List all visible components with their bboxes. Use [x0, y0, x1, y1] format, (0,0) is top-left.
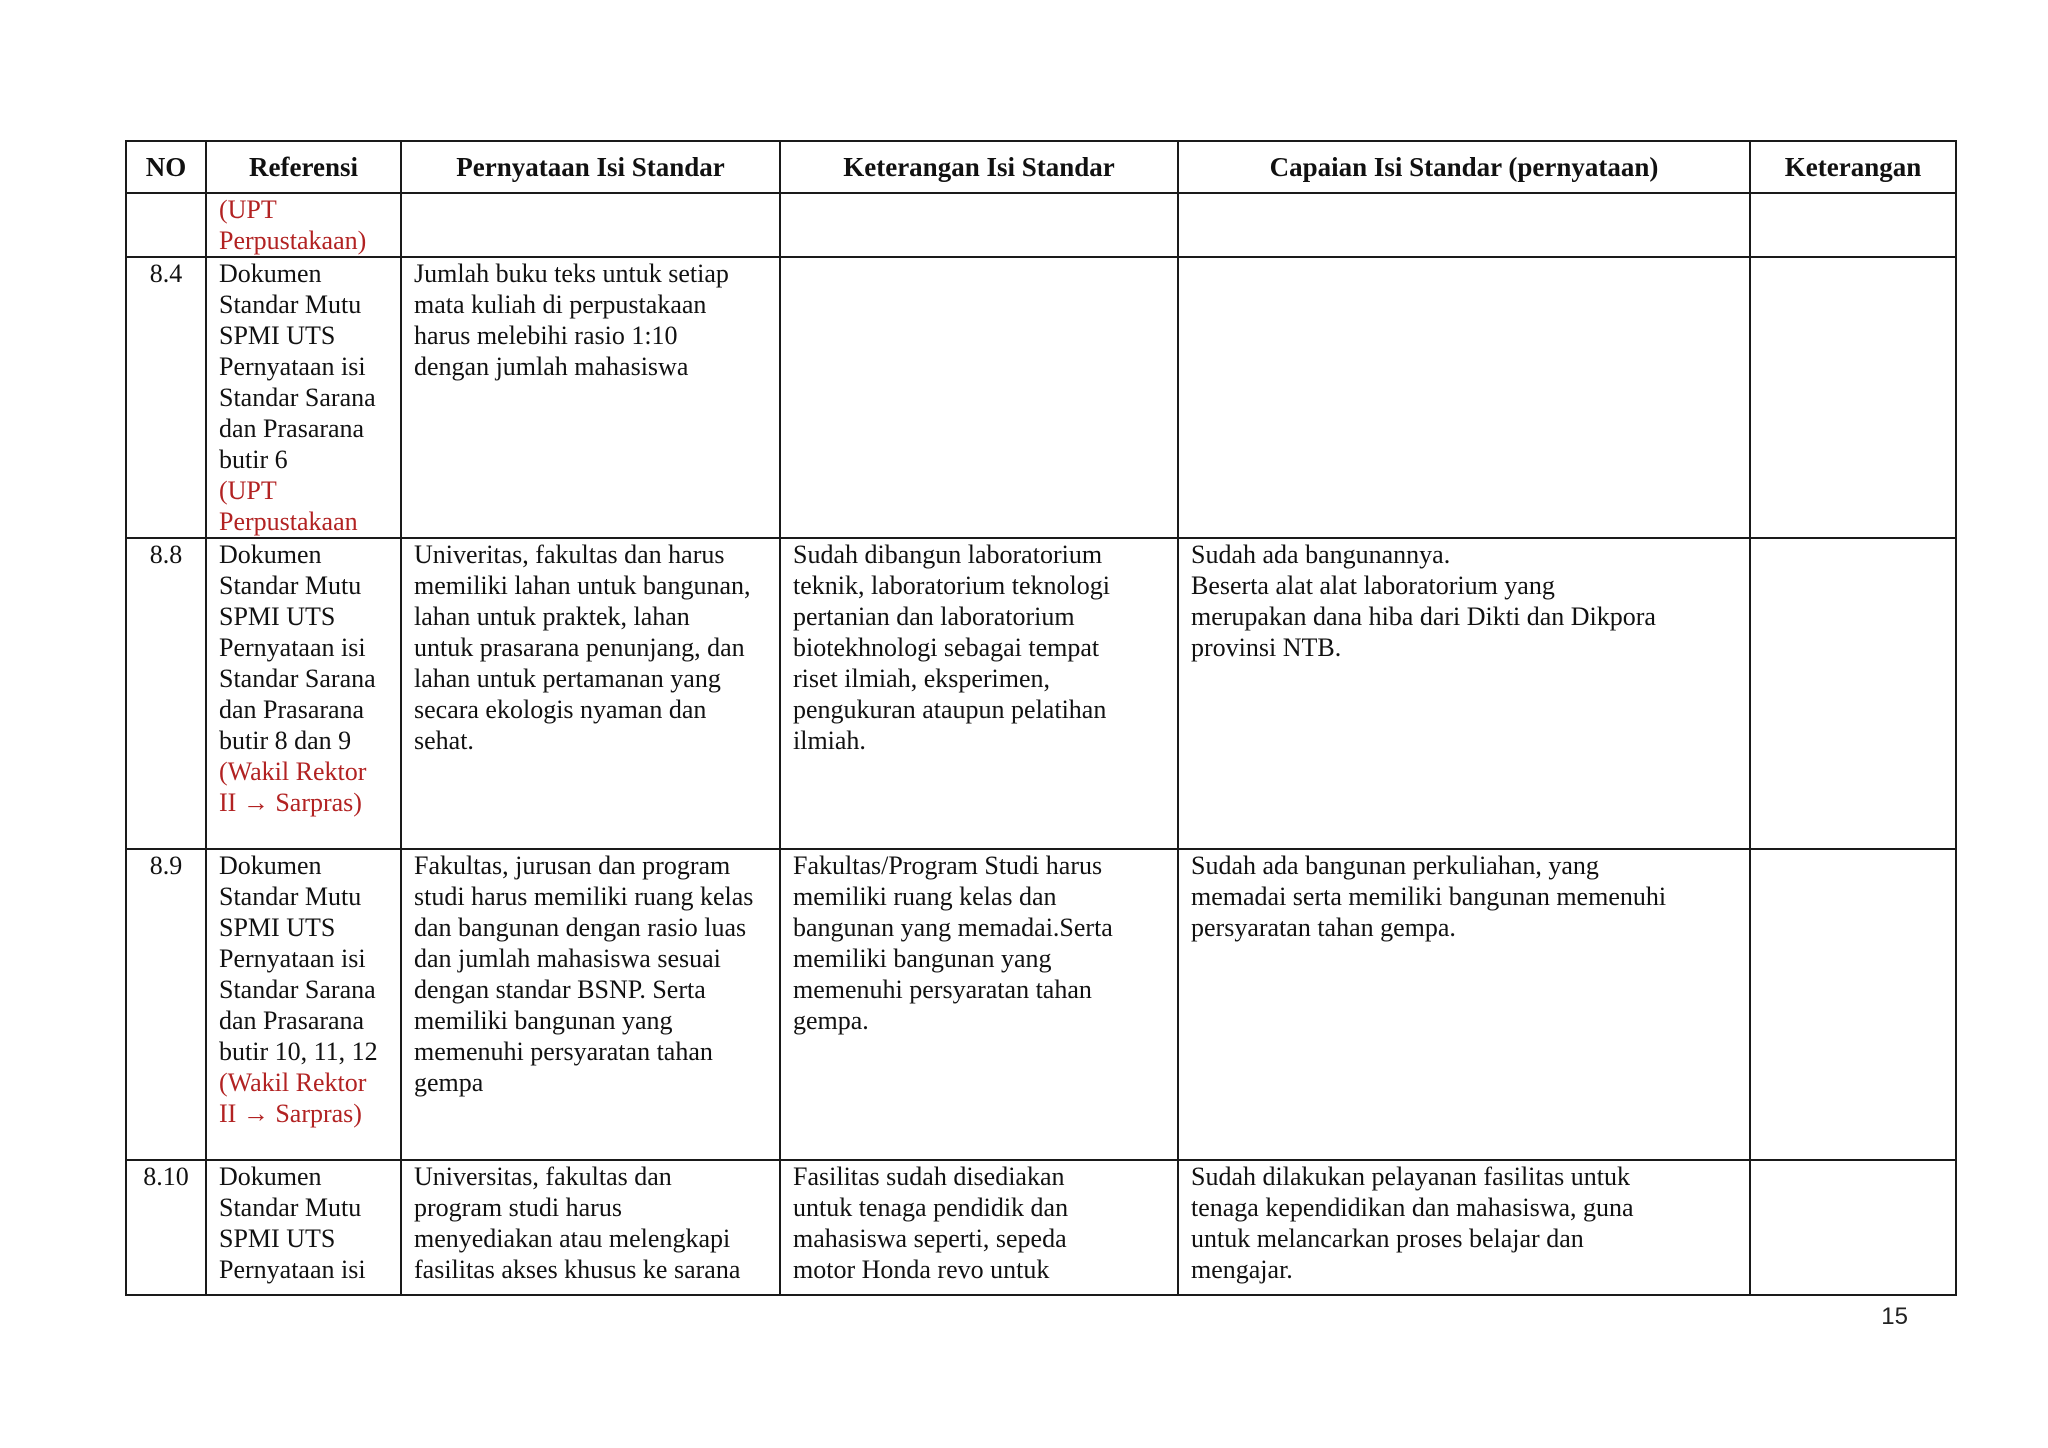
ref-text: Dokumen Standar Mutu SPMI UTS Pernyataan isi Standar Sarana dan Prasarana butir 10, 11, 12	[219, 851, 378, 1066]
cell-keterangan-isi	[780, 257, 1178, 538]
ref-text: Dokumen Standar Mutu SPMI UTS Pernyataan isi Standar Sarana dan Prasarana butir 8 dan 9	[219, 540, 376, 755]
cell-capaian	[1178, 193, 1750, 257]
ref-unit: (Wakil Rektor II → Sarpras)	[219, 757, 367, 817]
table-row	[126, 849, 1956, 1160]
cell-keterangan-isi: Fakultas/Program Studi harus memiliki ruang kelas dan bangunan yang memadai.Serta memiliki bangunan yang memenuhi persyaratan tahan gempa.	[780, 849, 1178, 1160]
cell-keterangan-isi: Sudah dibangun laboratorium teknik, laboratorium teknologi pertanian dan laboratorium biotekhnologi sebagai tempat riset ilmiah, eksperimen, pengukuran ataupun pelatihan ilmiah.	[780, 538, 1178, 849]
ref-text: Dokumen Standar Mutu SPMI UTS Pernyataan isi Standar Sarana dan Prasarana butir 6	[219, 259, 376, 474]
table-row	[126, 1160, 1956, 1295]
cell-keterangan	[1750, 1160, 1956, 1295]
cell-referensi	[206, 849, 401, 1160]
header-pernyataan: Pernyataan Isi Standar	[401, 141, 780, 193]
table-row	[126, 538, 1956, 849]
cell-pernyataan: Jumlah buku teks untuk setiap mata kuliah di perpustakaan harus melebihi rasio 1:10 dengan jumlah mahasiswa	[401, 257, 780, 538]
cell-pernyataan	[401, 193, 780, 257]
cell-keterangan-isi	[780, 193, 1178, 257]
cell-referensi	[206, 257, 401, 538]
cell-no	[126, 193, 206, 257]
header-no: NO	[126, 141, 206, 193]
cell-keterangan	[1750, 257, 1956, 538]
cell-no: 8.8	[126, 538, 206, 849]
cell-pernyataan: Fakultas, jurusan dan program studi harus memiliki ruang kelas dan bangunan dengan rasio luas dan jumlah mahasiswa sesuai dengan standar BSNP. Serta memiliki bangunan yang memenuhi persyaratan tahan gempa	[401, 849, 780, 1160]
header-keterangan: Keterangan	[1750, 141, 1956, 193]
cell-no: 8.9	[126, 849, 206, 1160]
table-row	[126, 193, 1956, 257]
cell-keterangan	[1750, 849, 1956, 1160]
cell-pernyataan: Univeritas, fakultas dan harus memiliki lahan untuk bangunan, lahan untuk praktek, lahan untuk prasarana penunjang, dan lahan untuk pertamanan yang secara ekologis nyaman dan sehat.	[401, 538, 780, 849]
ref-unit: (UPT Perpustakaan	[219, 476, 358, 536]
cell-referensi	[206, 193, 401, 257]
cell-keterangan	[1750, 538, 1956, 849]
header-keterangan-isi: Keterangan Isi Standar	[780, 141, 1178, 193]
cell-no: 8.4	[126, 257, 206, 538]
header-capaian: Capaian Isi Standar (pernyataan)	[1178, 141, 1750, 193]
cell-keterangan-isi: Fasilitas sudah disediakan untuk tenaga pendidik dan mahasiswa seperti, sepeda motor Honda revo untuk	[780, 1160, 1178, 1295]
cell-keterangan	[1750, 193, 1956, 257]
cell-no: 8.10	[126, 1160, 206, 1295]
standards-table	[125, 140, 1957, 1296]
table-header-row	[126, 141, 1956, 193]
page-number: 15	[1881, 1303, 1908, 1330]
cell-pernyataan: Universitas, fakultas dan program studi harus menyediakan atau melengkapi fasilitas akses khusus ke sarana	[401, 1160, 780, 1295]
cell-capaian: Sudah dilakukan pelayanan fasilitas untuk tenaga kependidikan dan mahasiswa, guna untuk melancarkan proses belajar dan mengajar.	[1178, 1160, 1750, 1295]
ref-text: Dokumen Standar Mutu SPMI UTS Pernyataan isi	[219, 1162, 366, 1284]
cell-referensi	[206, 538, 401, 849]
table-row	[126, 257, 1956, 538]
cell-capaian	[1178, 257, 1750, 538]
cell-capaian: Sudah ada bangunan perkuliahan, yang memadai serta memiliki bangunan memenuhi persyaratan tahan gempa.	[1178, 849, 1750, 1160]
cell-capaian: Sudah ada bangunannya. Beserta alat alat laboratorium yang merupakan dana hiba dari Dikti dan Dikpora provinsi NTB.	[1178, 538, 1750, 849]
cell-referensi	[206, 1160, 401, 1295]
ref-unit: (UPT Perpustakaan)	[219, 195, 367, 255]
header-referensi: Referensi	[206, 141, 401, 193]
ref-unit: (Wakil Rektor II → Sarpras)	[219, 1068, 367, 1128]
